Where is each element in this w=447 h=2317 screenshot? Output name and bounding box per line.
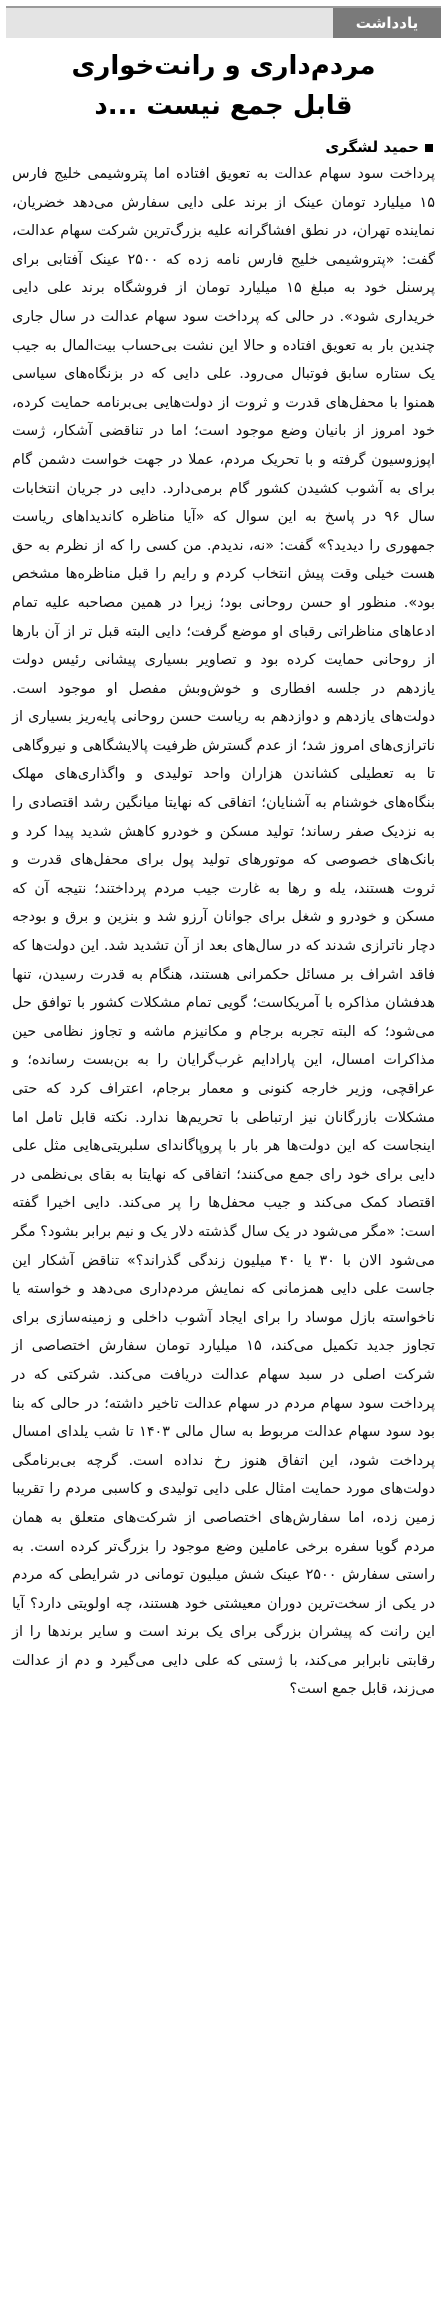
headline-line-1: مردم‌داری و رانت‌خواری	[71, 51, 376, 81]
headline-line-2: قابل جمع نیست ...د	[94, 91, 353, 121]
section-tag: یادداشت	[333, 8, 441, 38]
byline-square-icon	[425, 144, 433, 152]
article-body: پرداخت سود سهام عدالت به تعویق افتاده اما پتروشیمی خلیج فارس ۱۵ میلیارد تومان عینک از برند علی دایی سفارش می‌دهد خضریان، نماینده تهران، در نطق افشاگرانه علیه بزرگ‌ترین شرکت سهام عدالت، گفت: «پتروشیمی خلیج فارس نامه زده که ۲۵۰۰ عینک آفتابی برای پرسنل خود به مبلغ ۱۵ میلیارد تومان از فروشگاه برند علی دایی خریداری شود». در حالی که پرداخت سود سهام عدالت در سال جاری چندین بار به تعویق افتاده و حالا این نشت بی‌حساب بیت‌المال به جیب یک ستاره سابق فوتبال می‌رود. علی دایی که در بزنگاه‌های سیاسی همنوا با محفل‌های قدرت و ثروت از دولت‌هایی بی‌برنامه حمایت کرده، خود امروز از بانیان وضع موجود است؛ اما در تناقضی آشکار، ژست اپوزوسیون گرفته و با تحریک مردم، عملا در جهت خواست دشمن گام برای به آشوب کشیدن کشور گام برمی‌دارد. دایی در جریان انتخابات سال ۹۶ در پاسخ به این سوال که «آیا مناظره کاندیداهای ریاست جمهوری را دیدید؟» گفت: «نه، ندیدم. من کسی را که از نظرم به حق هست خیلی وقت پیش انتخاب کردم و رایم را قبل مناظره‌ها مشخص بود». منظور او حسن روحانی بود؛ زیرا در همین مصاحبه علیه تمام ادعاهای مناظراتی رقبای او موضع گرفت؛ دایی البته قبل تر از آن بارها از روحانی حمایت کرده بود و تصاویر بسیاری پیشانی رئیس دولت یازدهم در جلسه افطاری و خوش‌وبش مفصل او موجود است. دولت‌های یازدهم و دوازدهم به ریاست حسن روحانی پایه‌ریز بسیاری از ناترازی‌های امروز شد؛ از عدم گسترش ظرفیت پالایشگاهی و نیروگاهی تا به تعطیلی کشاندن هزاران واحد تولیدی و واگذاری‌های مهلک بنگاه‌های خوشنام به آشنایان؛ اتفاقی که نهایتا میانگین رشد اقتصادی را به نزدیک صفر رساند؛ تولید مسکن و خودرو کاهش شدید پیدا کرد و بانک‌های خصوصی که موتورهای تولید پول برای محفل‌های قدرت و ثروت هستند، یله و رها به غارت جیب مردم پرداختند؛ نتیجه آن که مسکن و خودرو و شغل برای جوانان آرزو شد و بنزین و برق و بودجه دچار ناترازی شدند که در سال‌های بعد از آن تشدید شد. این دولت‌ها که فاقد اشراف بر مسائل حکمرانی هستند، هنگام به قدرت رسیدن، تنها هدفشان مذاکره با آمریکاست؛ گویی تمام مشکلات کشور با توافق حل می‌شود؛ که البته تجربه برجام و مکانیزم ماشه و تجاوز نظامی حین مذاکرات امسال، این پارادایم غرب‌گرایان را به بن‌بست رسانده؛ و عراقچی، وزیر خارجه کنونی و معمار برجام، اعتراف کرد که حتی مشکلات بازرگانان نیز ارتباطی با تحریم‌ها ندارد. نکته قابل تامل اما اینجاست که این دولت‌ها هر بار با پروپاگاندای سلبریتی‌هایی مثل علی دایی برای خود رای جمع می‌کنند؛ اتفاقی که نهایتا به بقای بی‌نظمی در اقتصاد کمک می‌کند و جیب محفل‌ها را پر می‌کند. دایی اخیرا گفته است: «مگر می‌شود در یک سال گذشته دلار یک و نیم برابر بشود؟ مگر می‌شود الان با ۳۰ یا ۴۰ میلیون زندگی گذراند؟» تناقض آشکار این جاست علی دایی همزمانی که نمایش مردم‌داری می‌دهد و خواسته یا ناخواسته بازل موساد را برای ایجاد آشوب داخلی و زمینه‌سازی برای تجاوز جدید تکمیل می‌کند، ۱۵ میلیارد تومان سفارش اختصاصی از شرکت اصلی در سبد سهام عدالت دریافت می‌کند. شرکتی که در پرداخت سود سهام مردم در سهام عدالت تاخیر داشته؛ در حالی که بنا بود سود سهام عدالت مربوط به سال مالی ۱۴۰۳ تا شب یلدای امسال پرداخت شود، این اتفاق هنوز رخ نداده است. گرچه بی‌برنامگی دولت‌های مورد حمایت امثال علی دایی تولیدی و کاسبی مردم را تقریبا زمین زده، اما سفارش‌های اختصاصی از شرکت‌های متعلق به همان مردم گویا سفره برخی عاملین وضع موجود را بزرگ‌تر کرده است. به راستی سفارش ۲۵۰۰ عینک شش میلیون تومانی در شرایطی که مردم در یکی از سخت‌ترین دوران معیشتی خود هستند، چه اولویتی دارد؟ آیا این رانت که پیشران بزرگی برای یک برند است و سایر برندها را از رقابتی نابرابر می‌کند، با ژستی که علی دایی می‌گیرد و دم از عدالت می‌زند، قابل جمع است؟	[12, 166, 435, 1698]
byline	[14, 136, 433, 158]
author-name: حمید لشگری	[325, 138, 419, 156]
headline	[10, 46, 437, 126]
section-tag-bar	[6, 6, 441, 38]
